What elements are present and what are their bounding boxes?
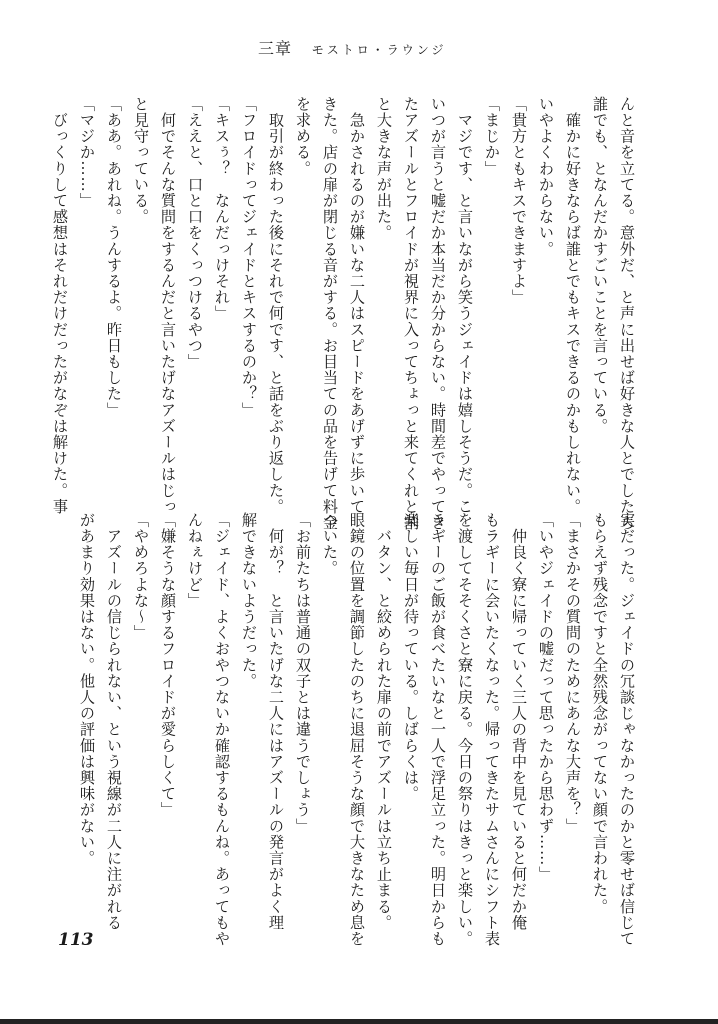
body-text-upper: んと音を立てる。意外だ、と声に出せば好きな人とでしたら 誰でも、となんだかすごいことを言っている。 確かに好きならば誰とでもキスできるのかもしれない。 いやよくわからない。 「貴方ともキスできますよ」 「まじか」 マジです、と言いながら笑うジェイドは嬉しそうだ。こ いつが言うと嘘だか本当だか分からない。時間差でやってき たアズールとフロイドが視界に入ってちょっと来てくれと割 と大きな声が出た。 急かされるのが嫌いな二人はスピードをあげずに歩いて きた。店の扉が閉じる音がする。お目当ての品を告げて料金 を求める。 取引が終わった後にそれで何です、と話をぶり返した。 「フロイドってジェイドとキスするのか？」 「キスぅ？ なんだっけそれ」 「ええと、口と口をくっつけるやつ」 何でそんな質問をするんだと言いたげなアズールはじっ と見守っている。 「ああ。あれね。うんするよ。昨日もした」 「マジか……」 びっくりして感想はそれだけだったがなぞは解けた。事 [51, 96, 636, 531]
running-header [258, 36, 447, 59]
chapter-subtitle: モストロ・ラウンジ [311, 43, 447, 57]
chapter-label: 三章 [258, 39, 293, 58]
page-number: 113 [58, 930, 94, 950]
bottom-edge-rule [0, 1019, 718, 1024]
body-text-lower: 実だった。ジェイドの冗談じゃなかったのかと零せば信じて もらえず残念ですと全然残念がってない顔で言われた。 「まさかその質問のためにあんな大声を？」 「いやジェイドの嘘だって思ったから思わず……」 仲良く寮に帰っていく三人の背中を見ていると何だか俺 もラギーに会いたくなった。帰ってきたサムさんにシフト表 を渡してそそくさと寮に戻る。今日の祭りはきっと楽しい。 ラギーのご飯が食べたいなと一人で浮足立った。明日からも 楽しい毎日が待っている。しばらくは。 バタン、と絞められた扉の前でアズールは立ち止まる。 眼鏡の位置を調節したのちに退屈そうな顔で大きなため息を ついた。 「お前たちは普通の双子とは違うでしょう」 何が？ と言いたげな二人にはアズールの発言がよく理 解できないようだった。 「ジェイド、よくおやつないか確認するもんね。あってもや んねぇけど」 「嫌そうな顔するフロイドが愛らしくて」 「やめろよな～」 アズールの信じられない、という視線が二人に注がれる があまり効果はない。他人の評価は興味がない。 [78, 512, 636, 947]
